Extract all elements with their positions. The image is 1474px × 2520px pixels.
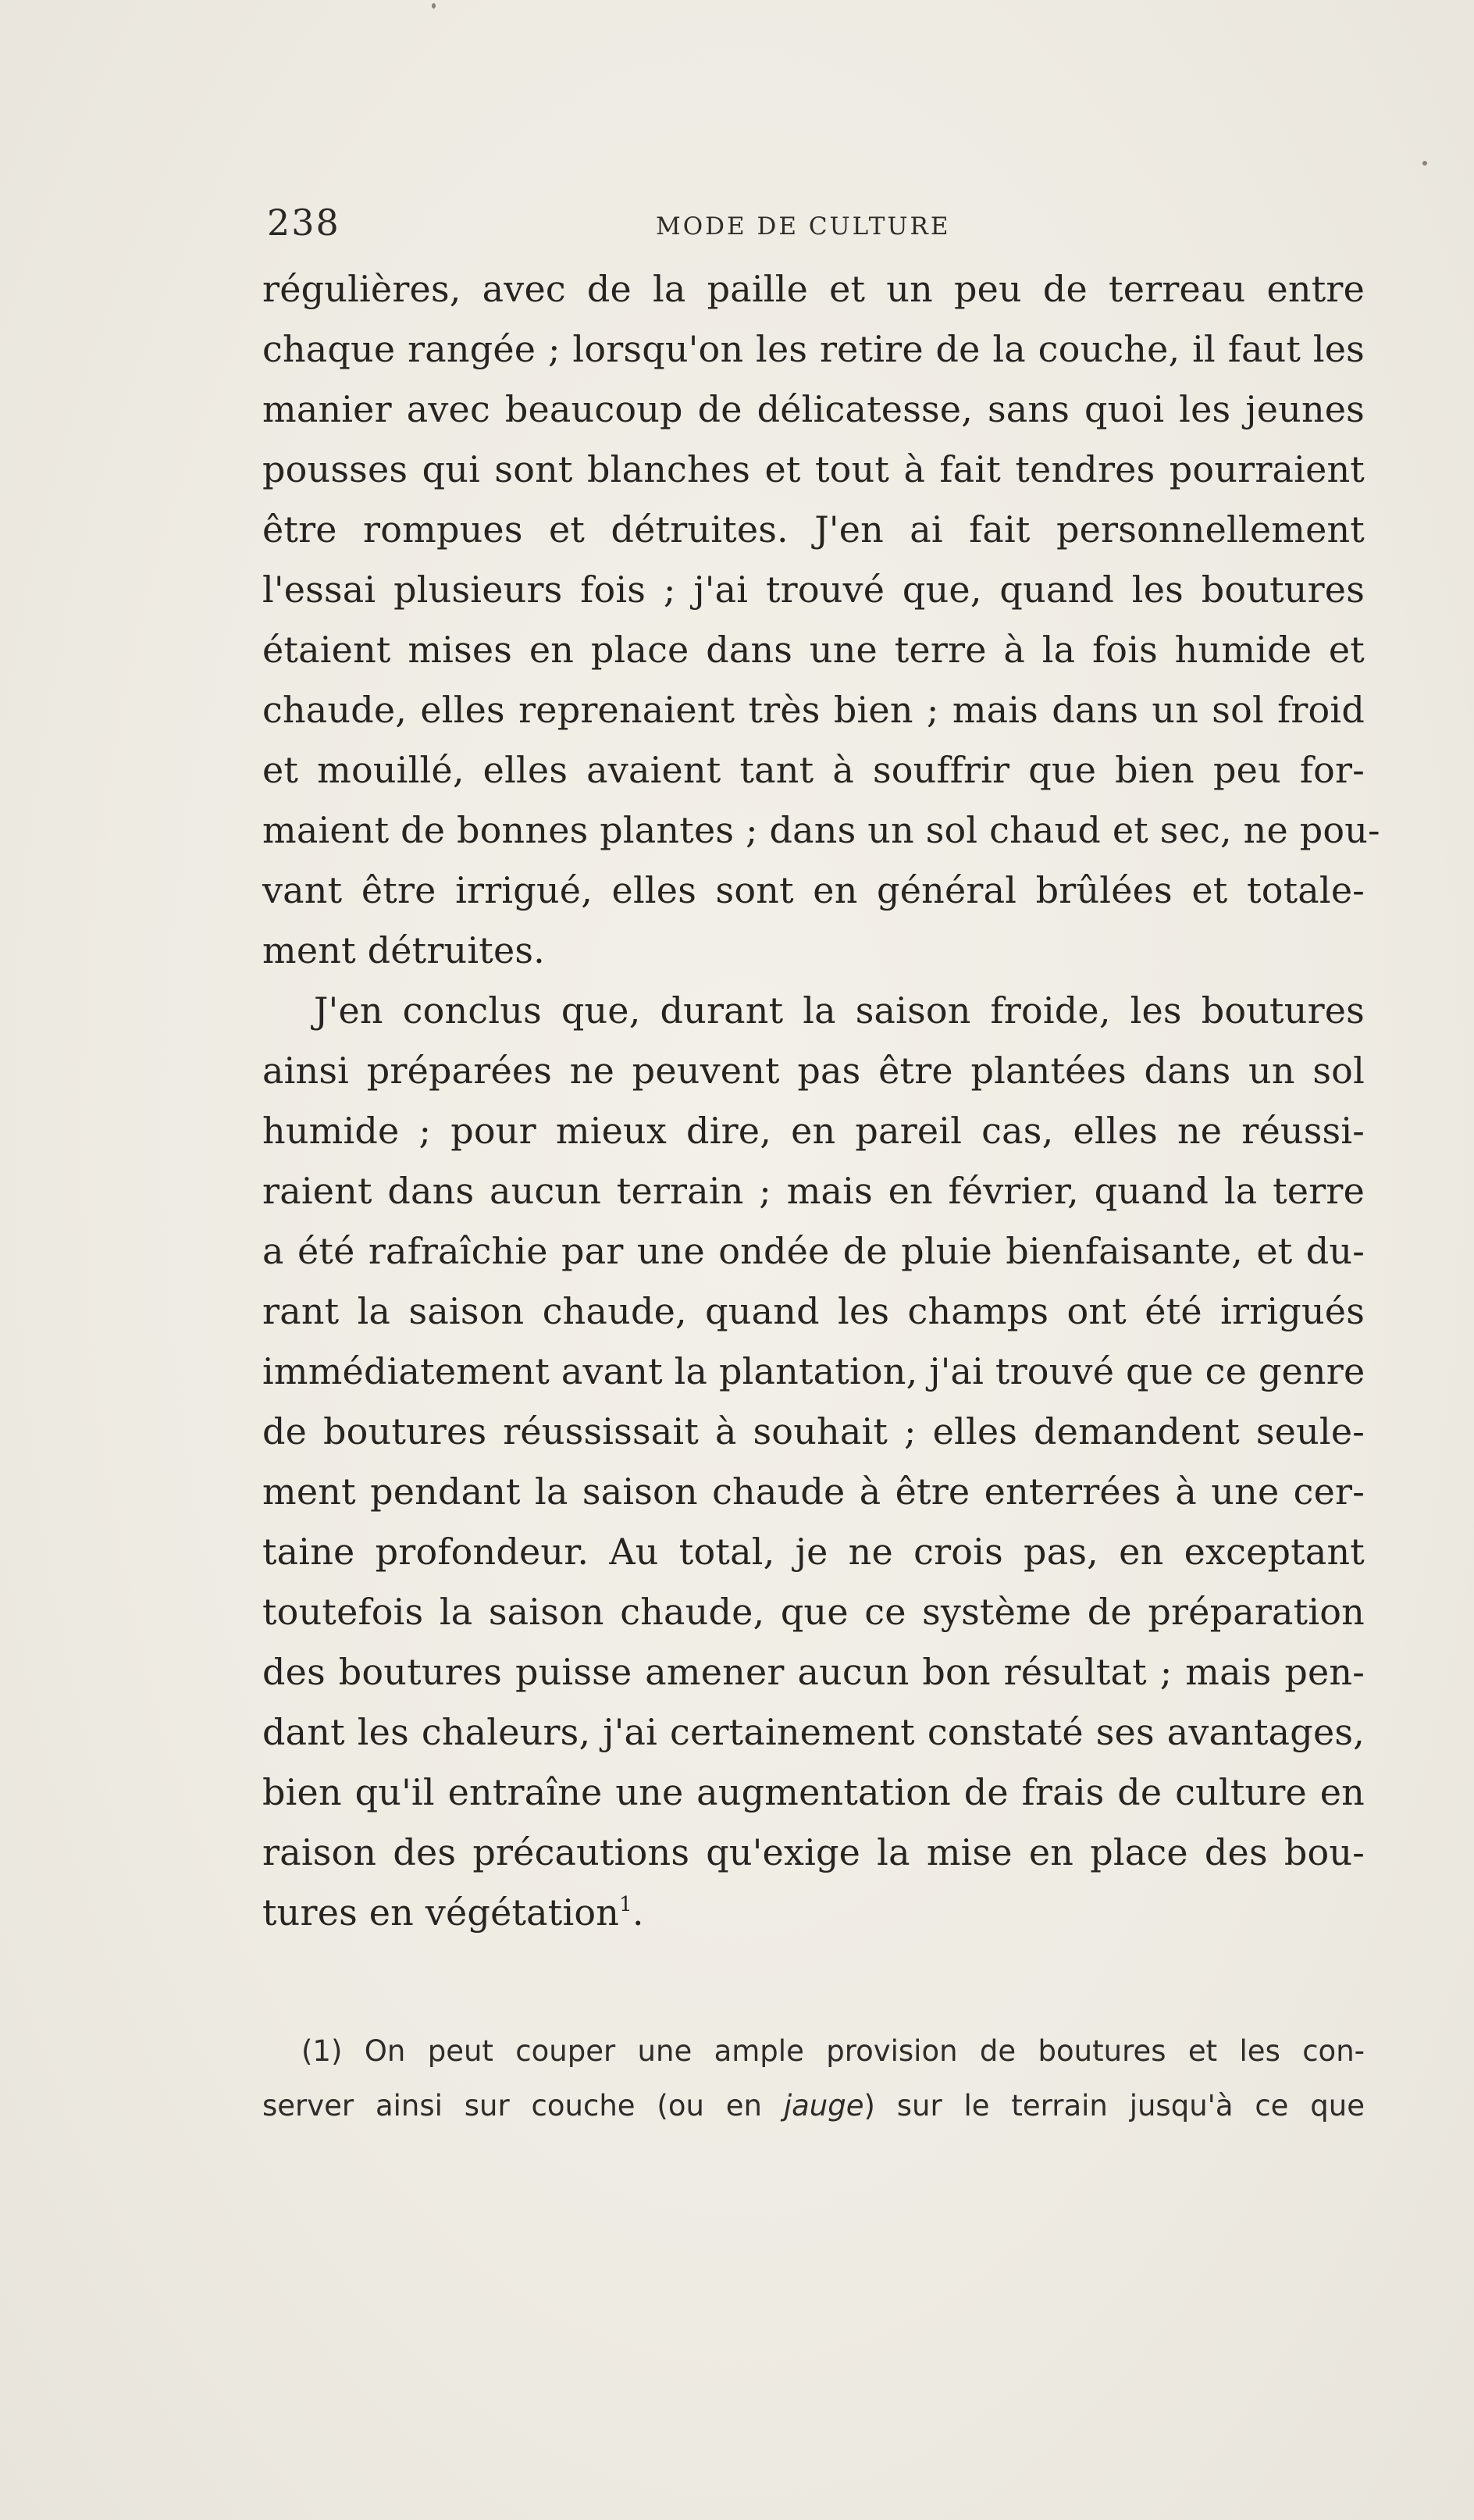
- text-line: ment pendant la saison chaude à être enterrées à une cer-: [262, 1470, 1365, 1513]
- footnote-line: (1) On peut couper une ample provision de boutures et les con-: [301, 2034, 1365, 2068]
- paper-speck: [1422, 161, 1427, 166]
- footnote-reference: 1: [619, 1893, 632, 1916]
- final-period: .: [632, 1891, 644, 1934]
- running-head: [258, 201, 1366, 248]
- text-line: ainsi préparées ne peuvent pas être plantées dans un sol: [262, 1050, 1365, 1092]
- text-line-final: [262, 1883, 1365, 1943]
- text-line: de boutures réussissait à souhait ; elles demandent seule-: [262, 1410, 1365, 1452]
- footnote-line: [262, 2079, 1365, 2133]
- running-head-title: MODE DE CULTURE: [656, 212, 951, 241]
- text-line: raison des précautions qu'exige la mise en place des bou-: [262, 1831, 1365, 1873]
- text-line: étaient mises en place dans une terre à la fois humide et: [262, 629, 1365, 671]
- text-line: chaude, elles reprenaient très bien ; mais dans un sol froid: [262, 689, 1365, 731]
- text-line: rant la saison chaude, quand les champs ont été irrigués: [262, 1290, 1365, 1332]
- text-line: bien qu'il entraîne une augmentation de frais de culture en: [262, 1771, 1365, 1813]
- paper-speck: [432, 3, 436, 9]
- body-text: [262, 259, 1380, 1943]
- text-line: chaque rangée ; lorsqu'on les retire de la couche, il faut les: [262, 328, 1365, 370]
- footnote-text: ) sur le terrain jusqu'à ce que: [863, 2089, 1365, 2123]
- footnote-italic-term: jauge: [783, 2089, 864, 2123]
- text-line: tures en végétation: [262, 1891, 620, 1934]
- text-line: maient de bonnes plantes ; dans un sol chaud et sec, ne pou-: [262, 809, 1380, 851]
- text-line: des boutures puisse amener aucun bon résultat ; mais pen-: [262, 1651, 1365, 1693]
- text-line: ment détruites.: [262, 929, 545, 971]
- footnote: [262, 2024, 1365, 2133]
- text-line: dant les chaleurs, j'ai certainement constaté ses avantages,: [262, 1711, 1365, 1753]
- text-line: régulières, avec de la paille et un peu de terreau entre: [262, 268, 1365, 310]
- text-line: manier avec beaucoup de délicatesse, sans quoi les jeunes: [262, 388, 1365, 430]
- text-line: immédiatement avant la plantation, j'ai trouvé que ce genre: [262, 1350, 1365, 1392]
- text-line: être rompues et détruites. J'en ai fait personnellement: [262, 508, 1365, 551]
- page-number: 238: [267, 201, 340, 244]
- text-line: toutefois la saison chaude, que ce système de préparation: [262, 1591, 1365, 1633]
- text-line: et mouillé, elles avaient tant à souffrir que bien peu for-: [262, 749, 1365, 791]
- footnote-text: server ainsi sur couche (ou en: [262, 2089, 784, 2123]
- paragraph-first-line: J'en conclus que, durant la saison froide, les boutures: [314, 989, 1365, 1032]
- text-line: humide ; pour mieux dire, en pareil cas, elles ne réussi-: [262, 1110, 1365, 1152]
- text-line: vant être irrigué, elles sont en général brûlées et totale-: [262, 869, 1365, 911]
- text-line: l'essai plusieurs fois ; j'ai trouvé que, quand les boutures: [262, 569, 1365, 611]
- text-line: taine profondeur. Au total, je ne crois pas, en exceptant: [262, 1531, 1365, 1573]
- text-line: pousses qui sont blanches et tout à fait tendres pourraient: [262, 448, 1365, 490]
- text-line: raient dans aucun terrain ; mais en février, quand la terre: [262, 1170, 1365, 1212]
- text-line: a été rafraîchie par une ondée de pluie bienfaisante, et du-: [262, 1230, 1365, 1272]
